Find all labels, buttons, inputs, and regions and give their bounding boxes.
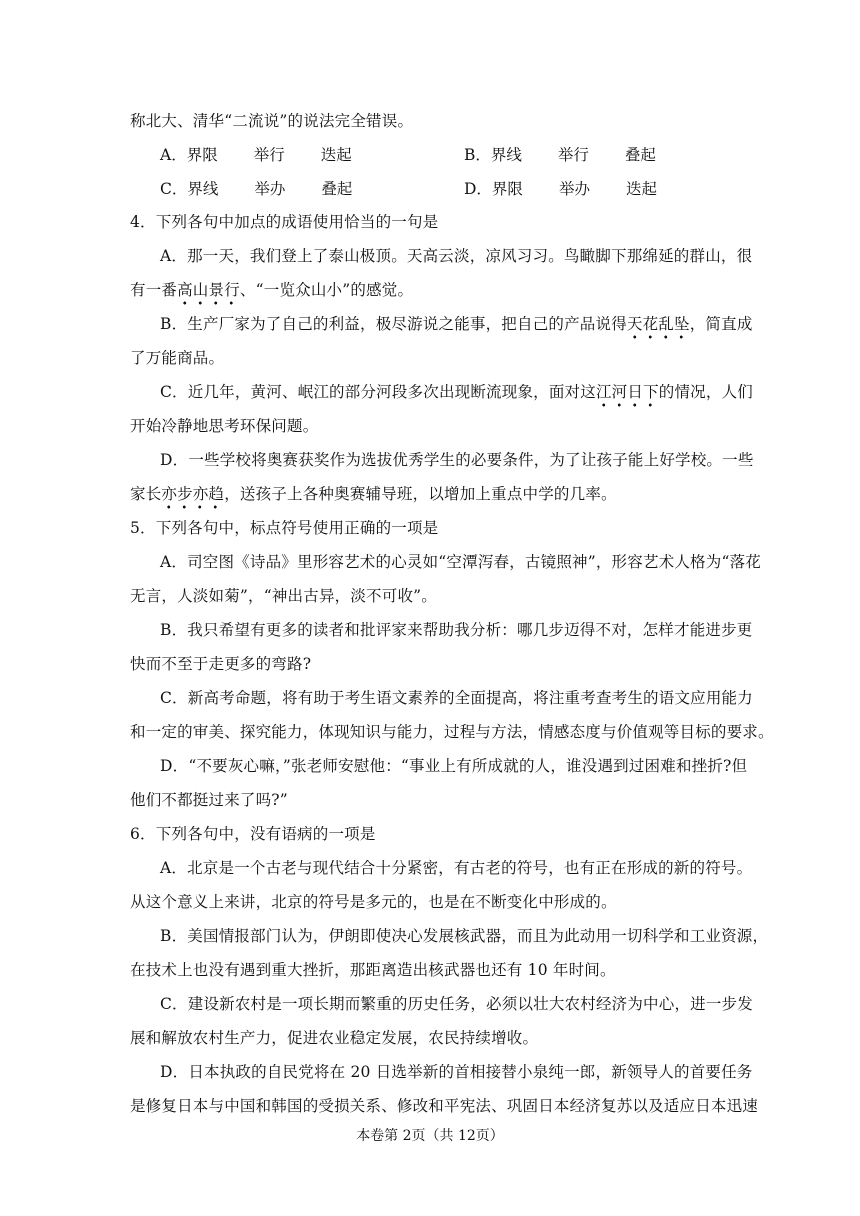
q5-option-a-line1: A．司空图《诗品》里形容艺术的心灵如“空潭泻春，古镜照神”，形容艺术人格为“落花	[160, 553, 761, 571]
dotted-idiom: 亦步亦趋	[161, 485, 225, 503]
option-word: 迭起	[320, 146, 352, 164]
text-segment: 有一番	[130, 281, 178, 299]
q5-option-b-line2: 快而不至于走更多的弯路?	[130, 655, 312, 673]
q6-option-a-line2: 从这个意义上来讲，北京的符号是多元的，也是在不断变化中形成的。	[130, 893, 617, 911]
text-segment: B．生产厂家为了自己的利益，极尽游说之能事，把自己的产品说得	[160, 315, 627, 333]
option-label: D．界限	[464, 180, 523, 198]
option-label: B．界线	[464, 146, 522, 164]
option-word: 举办	[558, 180, 590, 198]
dotted-idiom: 天花乱坠	[626, 315, 690, 333]
text-segment: 、“一览众山小”的感觉。	[239, 281, 414, 299]
q6-option-d-line1: D．日本执政的自民党将在 20 日选举新的首相接替小泉纯一郎，新领导人的首要任务	[160, 1063, 753, 1081]
option-word: 举办	[254, 180, 286, 198]
text-segment: ，简直成	[689, 315, 753, 333]
text-segment: 的情况，人们	[658, 383, 753, 401]
text-segment: C．近几年，黄河、岷江的部分河段多次出现断流现象，面对这	[160, 383, 596, 401]
q5-option-c-line1: C．新高考命题，将有助于考生语文素养的全面提高，将注重考查考生的语文应用能力	[160, 689, 753, 707]
option-word: 迭起	[625, 180, 657, 198]
q6-option-b-line2: 在技术上也没有遇到重大挫折，那距离造出核武器也还有 10 年时间。	[130, 961, 616, 979]
option-word: 叠起	[321, 180, 353, 198]
option-word: 叠起	[624, 146, 656, 164]
option-word: 举行	[557, 146, 589, 164]
option-label: A．界限	[160, 146, 218, 164]
q5-option-d-line1: D．“不要灰心嘛，”张老师安慰他：“事业上有所成就的人，谁没遇到过困难和挫折?但	[160, 757, 748, 775]
q4-option-b-line2: 了万能商品。	[130, 349, 225, 367]
q4-option-d-line1: D．一些学校将奥赛获奖作为选拔优秀学生的必要条件，为了让孩子能上好学校。一些	[160, 451, 754, 469]
q6-option-c-line2: 展和解放农村生产力，促进农业稳定发展，农民持续增收。	[130, 1029, 539, 1047]
q5-stem: 5．下列各句中，标点符号使用正确的一项是	[130, 519, 439, 537]
q3-option-d	[464, 178, 657, 200]
q3-option-a	[160, 144, 352, 166]
q5-option-d-line2: 他们不都挺过来了吗?”	[130, 791, 288, 809]
q4-option-c-line2: 开始冷静地思考环保问题。	[130, 417, 319, 435]
dotted-idiom: 高山景行	[177, 281, 240, 299]
q4-option-b-line1	[160, 313, 753, 335]
text-segment: 家长	[130, 485, 162, 503]
q3-option-b	[464, 144, 656, 166]
q6-stem: 6．下列各句中，没有语病的一项是	[130, 825, 376, 843]
q6-option-d-line2: 是修复日本与中国和韩国的受损关系、修改和平宪法、巩固日本经济复苏以及适应日本迅速	[130, 1097, 759, 1115]
text-segment: ，送孩子上各种奥赛辅导班，以增加上重点中学的几率。	[224, 485, 617, 503]
q4-option-c-line1	[160, 381, 753, 403]
dotted-idiom: 江河日下	[595, 383, 659, 401]
q4-stem: 4．下列各句中加点的成语使用恰当的一句是	[130, 213, 439, 231]
q4-option-a-line2	[130, 279, 413, 301]
q4-option-d-line2	[130, 483, 617, 505]
option-label: C．界线	[160, 180, 219, 198]
q5-option-b-line1: B．我只希望有更多的读者和批评家来帮助我分析：哪几步迈得不对，怎样才能进步更	[160, 621, 753, 639]
q3-text-tail: 称北大、清华“二流说”的说法完全错误。	[130, 112, 414, 130]
option-word: 举行	[253, 146, 285, 164]
q6-option-a-line1: A．北京是一个古老与现代结合十分紧密，有古老的符号，也有正在形成的新的符号。	[160, 859, 753, 877]
q4-option-a-line1: A．那一天，我们登上了泰山极顶。天高云淡，凉风习习。鸟瞰脚下那绵延的群山，很	[160, 247, 753, 265]
q6-option-c-line1: C．建设新农村是一项长期而繁重的历史任务，必须以壮大农村经济为中心，进一步发	[160, 995, 753, 1013]
q5-option-c-line2: 和一定的审美、探究能力，体现知识与能力，过程与方法，情感态度与价值观等目标的要求。	[130, 723, 774, 741]
page-footer: 本卷第 2页（共 12页）	[356, 1128, 504, 1144]
q3-option-c	[160, 178, 352, 200]
q5-option-a-line2: 无言，人淡如菊”，“神出古异，淡不可收”。	[130, 587, 437, 605]
q6-option-b-line1: B．美国情报部门认为，伊朗即使决心发展核武器，而且为此动用一切科学和工业资源，	[160, 927, 769, 945]
